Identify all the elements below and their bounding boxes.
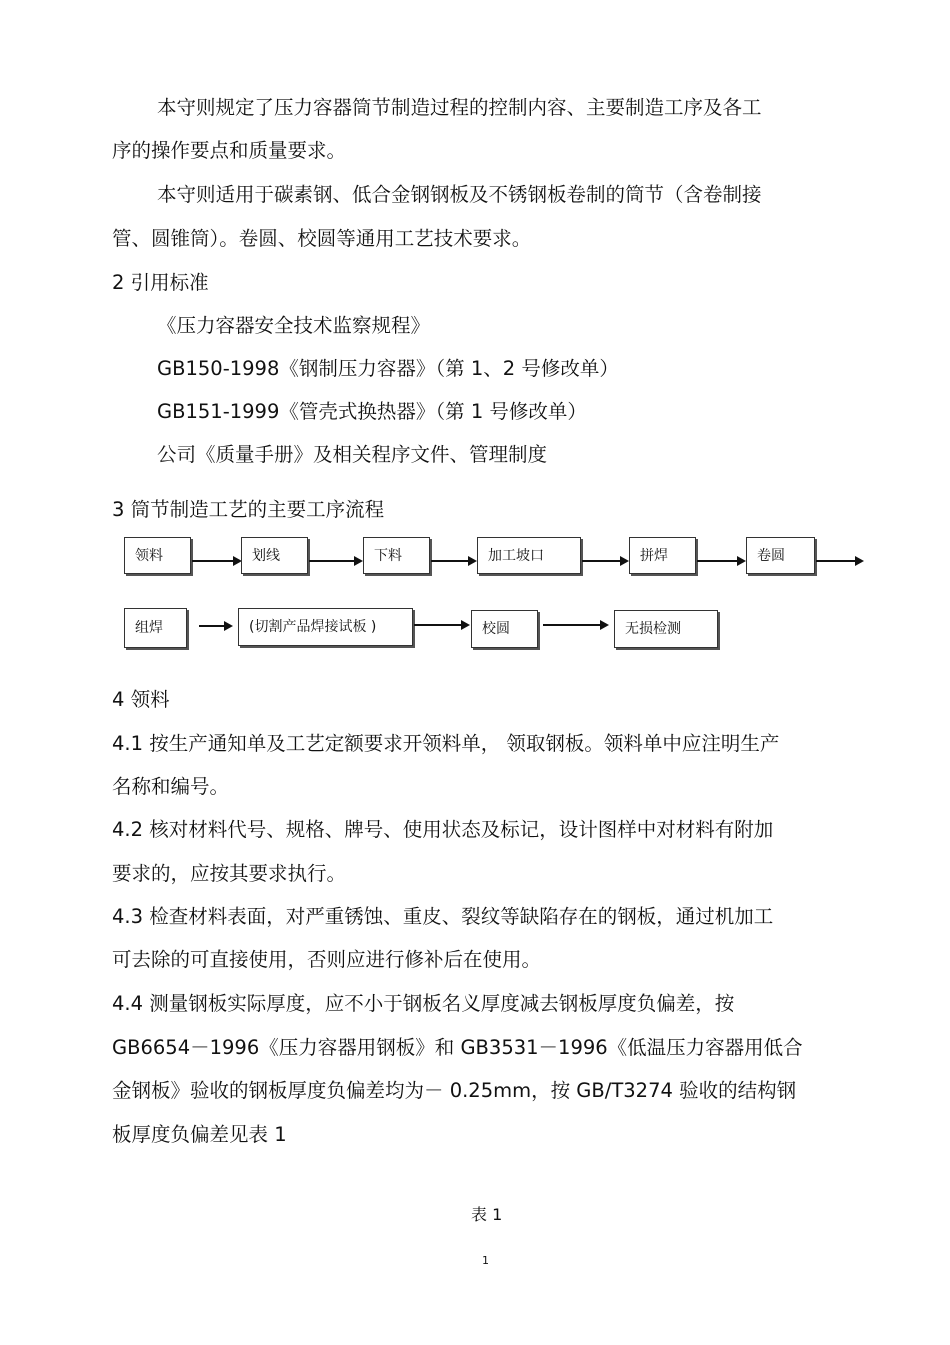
intro-paragraph-2-line-1: 本守则适用于碳素钢、低合金钢钢板及不锈钢板卷制的筒节（含卷制接 — [157, 183, 762, 206]
section-4-text-line: 板厚度负偏差见表 1 — [112, 1123, 287, 1146]
table-caption: 表 1 — [471, 1205, 503, 1224]
section-4-heading: 4 领料 — [112, 688, 170, 711]
flow-arrow — [582, 560, 627, 562]
section-4-text-line: 4.1 按生产通知单及工艺定额要求开领料单， 领取钢板。领料单中应注明生产 — [112, 732, 780, 755]
section-4-text-line: 可去除的可直接使用，否则应进行修补后在使用。 — [112, 948, 542, 971]
flow-step-qiege-shiban: (切割产品焊接试板 ) — [238, 608, 413, 646]
reference-item: GB150-1998《钢制压力容器》（第 1、2 号修改单） — [157, 357, 619, 380]
section-4-text-line: 4.2 核对材料代号、规格、牌号、使用状态及标记，设计图样中对材料有附加 — [112, 818, 774, 841]
flow-step-lingliao: 领料 — [124, 537, 191, 574]
section-2-heading: 2 引用标准 — [112, 271, 209, 294]
flow-arrow — [697, 560, 744, 562]
flow-arrow — [816, 560, 862, 562]
flow-step-pinhan: 拼焊 — [629, 537, 696, 574]
section-4-text-line: GB6654－1996《压力容器用钢板》和 GB3531－1996《低温压力容器用低合 — [112, 1036, 803, 1059]
page-number: 1 — [482, 1254, 489, 1267]
intro-paragraph-2-line-2: 管、圆锥筒）。卷圆、校圆等通用工艺技术要求。 — [112, 227, 532, 250]
section-3-heading: 3 筒节制造工艺的主要工序流程 — [112, 498, 385, 521]
reference-item: 公司《质量手册》及相关程序文件、管理制度 — [157, 443, 548, 466]
flow-arrow — [309, 560, 361, 562]
flow-step-xialiao: 下料 — [363, 537, 430, 574]
section-4-text-line: 金钢板》验收的钢板厚度负偏差均为－ 0.25mm，按 GB/T3274 验收的结构钢 — [112, 1079, 797, 1102]
flow-arrow — [199, 625, 231, 627]
intro-paragraph-1-line-2: 序的操作要点和质量要求。 — [112, 139, 347, 162]
section-4-text-line: 4.4 测量钢板实际厚度，应不小于钢板名义厚度减去钢板厚度负偏差，按 — [112, 992, 735, 1015]
reference-item: GB151-1999《管壳式换热器》（第 1 号修改单） — [157, 400, 587, 423]
section-4-text-line: 4.3 检查材料表面，对严重锈蚀、重皮、裂纹等缺陷存在的钢板，通过机加工 — [112, 905, 774, 928]
flow-step-huaxian: 划线 — [241, 537, 308, 574]
flow-step-jiagong-pokou: 加工坡口 — [477, 537, 581, 574]
reference-item: 《压力容器安全技术监察规程》 — [157, 314, 431, 337]
flow-arrow — [543, 624, 607, 626]
flow-arrow — [192, 560, 240, 562]
flow-step-wusun-jiance: 无损检测 — [614, 610, 718, 648]
flow-arrow — [431, 560, 475, 562]
flow-step-jiaoyuan: 校圆 — [471, 610, 538, 648]
flow-step-juanyuan: 卷圆 — [746, 537, 815, 574]
intro-paragraph-1-line-1: 本守则规定了压力容器筒节制造过程的控制内容、主要制造工序及各工 — [157, 96, 762, 119]
section-4-text-line: 要求的，应按其要求执行。 — [112, 862, 347, 885]
flow-arrow — [414, 624, 468, 626]
section-4-text-line: 名称和编号。 — [112, 775, 230, 798]
flow-step-zuhan: 组焊 — [124, 608, 187, 648]
